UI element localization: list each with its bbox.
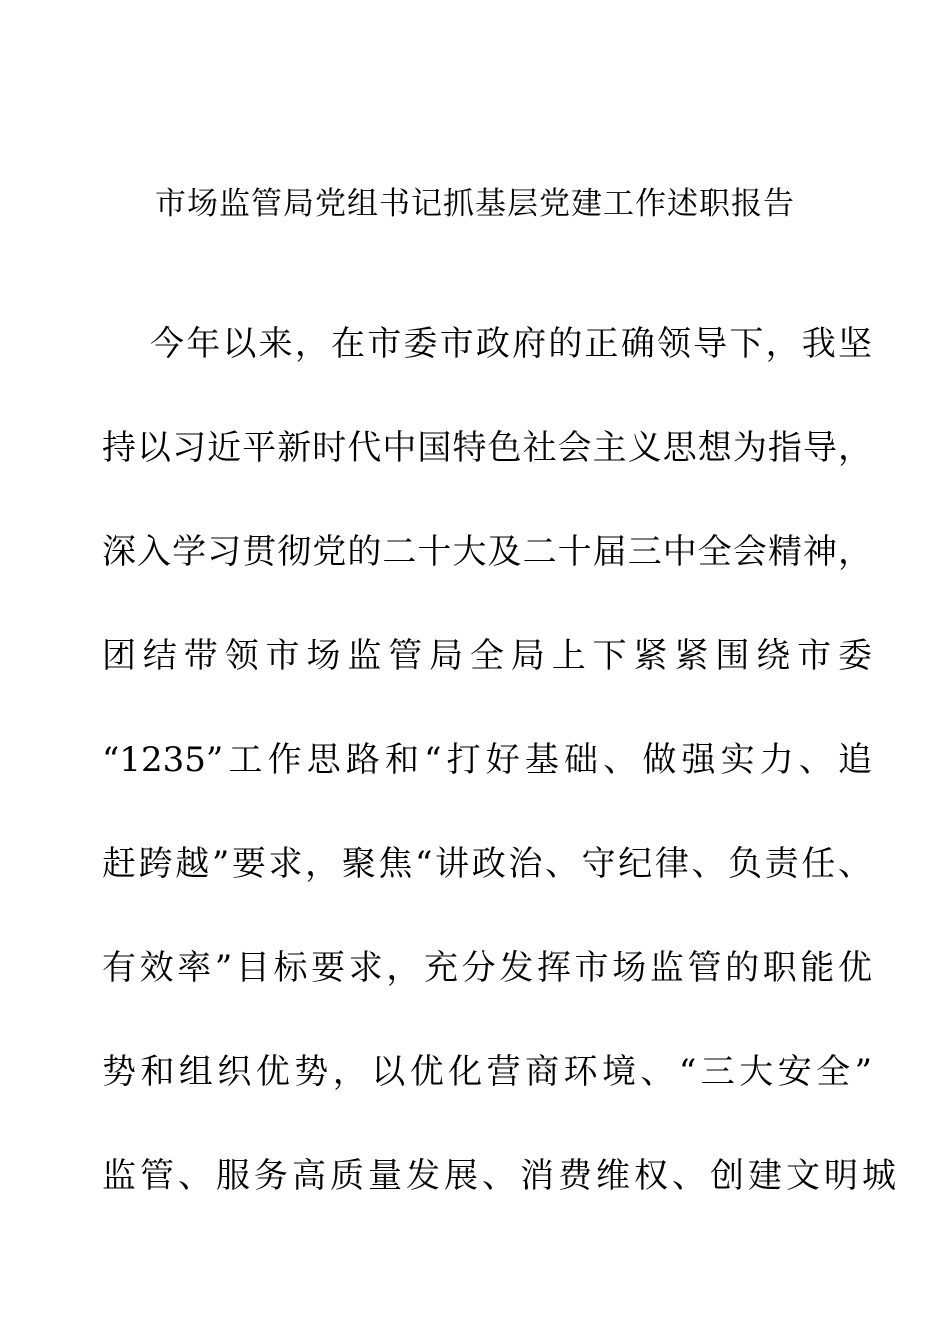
paragraph-line: 今年以来，在市委市政府的正确领导下，我坚 <box>150 324 872 364</box>
paragraph-line: 势和组织优势，以优化营商环境、“三大安全” <box>102 1052 872 1092</box>
paragraph-line: 持以习近平新时代中国特色社会主义思想为指导， <box>102 428 872 468</box>
paragraph-line: 有效率”目标要求，充分发挥市场监管的职能优 <box>102 948 872 988</box>
paragraph-line: 团结带领市场监管局全局上下紧紧围绕市委 <box>102 636 872 676</box>
paragraph-line: 赶跨越”要求，聚焦“讲政治、守纪律、负责任、 <box>102 844 872 884</box>
document-title: 市场监管局党组书记抓基层党建工作述职报告 <box>155 186 795 222</box>
paragraph-line: 监管、服务高质量发展、消费维权、创建文明城 <box>102 1156 900 1196</box>
paragraph-line: 深入学习贯彻党的二十大及二十届三中全会精神， <box>102 532 872 572</box>
paragraph-line: “1235”工作思路和“打好基础、做强实力、追 <box>102 740 872 780</box>
document-body <box>102 318 900 1254</box>
